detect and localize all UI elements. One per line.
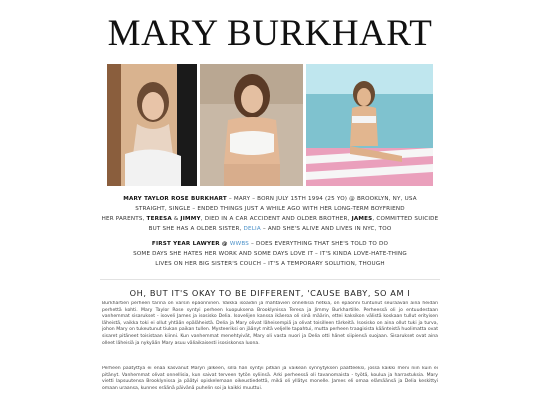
bio-line-3-a: HER PARENTS, (101, 216, 147, 222)
page-title: MARY BURKHART (107, 13, 433, 54)
parent-teresa: TERESA (146, 216, 172, 222)
bio-line-1 (60, 194, 480, 204)
ampersand: & (171, 216, 181, 222)
story-subtitle: OH, BUT IT'S OKAY TO BE DIFFERENT, 'CAUSE BABY, SO AM I (129, 288, 411, 298)
job-line-1-text: – DOES EVERYTHING THAT SHE'S TOLD TO DO (249, 241, 389, 247)
job-line-3: LIVES ON HER BIG SISTER'S COUCH – IT'S A TEMPORARY SOLUTION, THOUGH (155, 261, 385, 267)
sister-delia-link[interactable]: DELIA (243, 226, 261, 232)
bio-line-3-c: , COMMITTED SUICIDE (372, 216, 439, 222)
portrait-photo-2 (200, 64, 303, 186)
bio-line-3 (60, 214, 480, 224)
story-paragraph-2: Perheen päätyttyä ei enää kasvanut Maryn jälkeen, sillä hän syntyi pitkän ja vaikean synnytyksen päätteeksi, jossa kaikki meni niin kuin ei pitänyt. Vanhemmat olivat onnellisia, kun saivat terveen tytön syliinsä. Arki perheessä oli tavanomaista - työtä, koulua ja harrastuksia. Mary vietti lapsuutensa Brooklynissa ja päätyi opiskelemaan oikeustiedettä, mikä oli yllätys monelle. James eli omaa elämäänsä ja Delia keskittyi omaan uraansa, kunnes eräänä päivänä puhelin soi ja kaikki muuttui. (102, 366, 438, 391)
job-title: FIRST YEAR LAWYER @ (151, 241, 230, 247)
job-line-2: SOME DAYS SHE HATES HER WORK AND SOME DAYS LOVE IT – IT'S KINDA LOVE-HATE-THING (133, 251, 407, 257)
portrait-photo-1 (107, 64, 197, 186)
story-paragraph-1: Burkhartien perheen tarina on varsin epäonninen. Vaikka isoäidin ja mahtavien onnellisia hetkiä, on epäonni tuntunut seuraavan aina heidän perhettä kohti. Mary Taylor Rose syntyi perheen kuopuksena Brooklynissa Teresa ja Jimmy Burkhartille. Perheessä oli jo entuudestaan vanhemmat sisarukset - isoveli James ja isosisko Delia. Isovelijen kanssa ikäeroa oli sinä määrin, ettei kaksikon välistä koskaan tullut erityisen läheistä, vaikka toki ei ollut yhtään epäläheistä. Delia ja Mary olivat läheisempiä ja olivat toisilleen tärkeitä. Isosisko on aina ollut tuki ja turva, johon Mary on tukeutunut tiukan paikan tullen. Mysteeriksi on jäänyt mitä veljelle tapahtui, mutta perheen traagisista käänteistä huolimatta ovat sisaret pitäneet toisistaan kiinni. Kun vanhemmat menehtyivät, Mary oli vasta nuori ja Delia otti hänet siipiensä suojaan. Sisarukset ovat aina olleet läheisiä ja nykyään Mary asuu väliaikaisesti isosiskonsa luona. (102, 301, 438, 346)
job-section (60, 239, 480, 269)
bio-line-1-text: – MARY – BORN JULY 15TH 1994 (25 YO) @ BROOKLYN, NY, USA (226, 196, 417, 202)
bio-line-4-a: BUT SHE HAS A OLDER SISTER, (148, 226, 244, 232)
job-line-1 (60, 239, 480, 249)
bio-section (60, 194, 480, 234)
portrait-photo-3 (306, 64, 433, 186)
bio-line-4 (60, 224, 480, 234)
bio-line-2: STRAIGHT, SINGLE – ENDED THINGS JUST A WHILE AGO WITH HER LONG-TERM BOYFRIEND (135, 206, 405, 212)
divider (100, 279, 440, 280)
company-link[interactable]: WWBS (229, 241, 250, 247)
full-name: MARY TAYLOR ROSE BURKHART (123, 196, 227, 202)
photo-strip (107, 64, 433, 186)
parent-jimmy: JIMMY (180, 216, 201, 222)
brother-james: JAMES (351, 216, 373, 222)
bio-line-4-b: – AND SHE'S ALIVE AND LIVES IN NYC, TOO (260, 226, 392, 232)
bio-line-3-b: , DIED IN A CAR ACCIDENT AND OLDER BROTHER, (200, 216, 352, 222)
